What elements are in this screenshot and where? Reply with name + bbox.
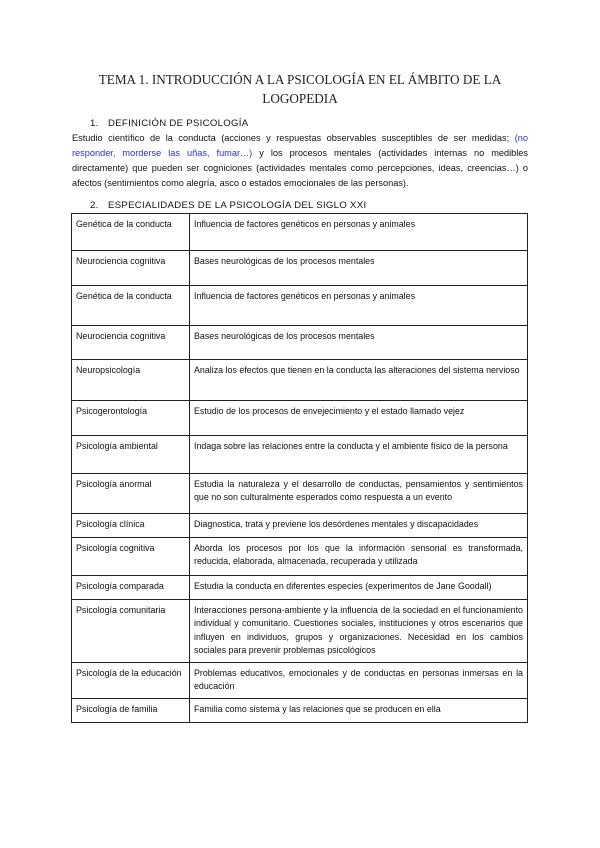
table-row — [72, 214, 528, 251]
section-title: DEFINICIÓN DE PSICOLOGÍA — [108, 118, 249, 129]
table-row — [72, 360, 528, 401]
specialty-name: Neurociencia cognitiva — [72, 326, 190, 360]
table-row — [72, 251, 528, 286]
table-row — [72, 326, 528, 360]
specialty-name: Psicología anormal — [72, 474, 190, 514]
specialty-name: Genética de la conducta — [72, 214, 190, 251]
table-row — [72, 663, 528, 699]
table-row — [72, 699, 528, 723]
specialty-name: Psicología de la educación — [72, 663, 190, 699]
specialty-name: Psicología de familia — [72, 699, 190, 723]
table-row — [72, 514, 528, 538]
definition-text-1: Estudio científico de la conducta (acciones y respuestas observables susceptibles de ser medidas; — [72, 133, 515, 143]
specialty-description: Analiza los efectos que tienen en la conducta las alteraciones del sistema nervioso — [190, 360, 528, 401]
specialty-description: Diagnostica, trata y previene los desórdenes mentales y discapacidades — [190, 514, 528, 538]
definition-text-2: y los procesos mentales (actividades internas no medibles directamente) que pueden ser cogniciones (actividades mentales como percepciones, ideas, creencias…) o afectos (sentimientos como alegría, asco o estados emocionales de las personas). — [72, 148, 528, 188]
specialty-name: Neurociencia cognitiva — [72, 251, 190, 286]
table-row — [72, 286, 528, 326]
specialty-description: Interacciones persona-ambiente y la influencia de la sociedad en el funcionamiento individual y comunitario. Cuestiones sociales, instituciones y otros escenarios que influyen en individuos, grupos y organizaciones. Necesidad en los cambios sociales para prevenir problemas psicológicos — [190, 600, 528, 663]
definition-paragraph — [72, 131, 528, 191]
specialty-name: Genética de la conducta — [72, 286, 190, 326]
section-heading-definition — [90, 118, 248, 129]
table-row — [72, 474, 528, 514]
specialty-name: Psicología comunitaria — [72, 600, 190, 663]
specialty-description: Influencia de factores genéticos en personas y animales — [190, 286, 528, 326]
specialty-name: Neuropsicología — [72, 360, 190, 401]
specialty-description: Problemas educativos, emocionales y de conductas en personas inmersas en la educación — [190, 663, 528, 699]
specialty-description: Estudia la naturaleza y el desarrollo de conductas, pensamientos y sentimientos que no son culturalmente esperados como respuesta a un evento — [190, 474, 528, 514]
table-row — [72, 401, 528, 436]
definition-examples: (no responder, morderse las uñas, fumar…) — [72, 133, 528, 158]
specialties-table — [71, 213, 528, 723]
section-heading-specialties — [90, 200, 366, 211]
section-number: 2. — [90, 200, 99, 211]
page-title: TEMA 1. INTRODUCCIÓN A LA PSICOLOGÍA EN EL ÁMBITO DE LA LOGOPEDIA — [98, 72, 502, 106]
table-row — [72, 538, 528, 576]
specialty-description: Estudio de los procesos de envejecimiento y el estado llamado vejez — [190, 401, 528, 436]
specialty-description: Estudia la conducta en diferentes especies (experimentos de Jane Goodall) — [190, 576, 528, 600]
table-row — [72, 576, 528, 600]
table-row — [72, 600, 528, 663]
specialty-name: Psicología cognitiva — [72, 538, 190, 576]
specialty-name: Psicología clínica — [72, 514, 190, 538]
specialty-name: Psicología comparada — [72, 576, 190, 600]
specialty-description: Bases neurológicas de los procesos mentales — [190, 251, 528, 286]
table-row — [72, 436, 528, 474]
section-number: 1. — [90, 118, 99, 129]
section-title: ESPECIALIDADES DE LA PSICOLOGÍA DEL SIGLO XXI — [108, 200, 367, 211]
specialty-name: Psicogerontología — [72, 401, 190, 436]
specialty-name: Psicología ambiental — [72, 436, 190, 474]
specialty-description: Familia como sistema y las relaciones que se producen en ella — [190, 699, 528, 723]
specialty-description: Aborda los procesos por los que la información sensorial es transformada, reducida, elaborada, almacenada, recuperada y utilizada — [190, 538, 528, 576]
specialty-description: Indaga sobre las relaciones entre la conducta y el ambiente físico de la persona — [190, 436, 528, 474]
specialty-description: Influencia de factores genéticos en personas y animales — [190, 214, 528, 251]
specialty-description: Bases neurológicas de los procesos mentales — [190, 326, 528, 360]
